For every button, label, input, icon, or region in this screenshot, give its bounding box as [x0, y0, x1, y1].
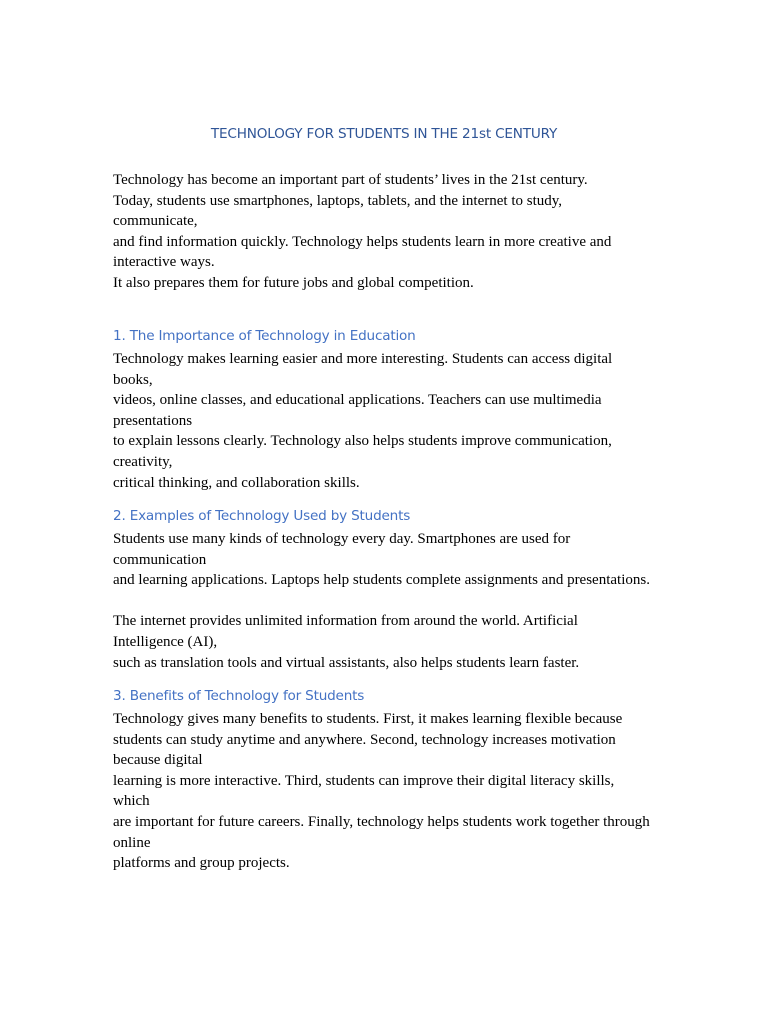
section-heading-importance: 1. The Importance of Technology in Education [113, 328, 416, 344]
paragraph-line: presentations [113, 412, 193, 429]
paragraph-line: Intelligence (AI), [113, 633, 218, 650]
section-paragraph-examples [113, 529, 673, 673]
intro-line: interactive ways. [113, 254, 215, 271]
paragraph-line: to explain lessons clearly. Technology also helps students improve communication, [113, 433, 612, 450]
intro-line: and find information quickly. Technology helps students learn in more creative and [113, 233, 612, 250]
paragraph-line: students can study anytime and anywhere. Second, technology increases motivation [113, 731, 616, 748]
section-heading-examples: 2. Examples of Technology Used by Students [113, 508, 411, 524]
paragraph-line: Students use many kinds of technology every day. Smartphones are used for [113, 531, 571, 547]
section-paragraph-benefits [113, 709, 673, 874]
section-heading-benefits: 3. Benefits of Technology for Students [113, 688, 365, 704]
intro-line: Today, students use smartphones, laptops, tablets, and the internet to study, [113, 192, 563, 209]
intro-line: communicate, [113, 213, 198, 230]
paragraph-line: learning is more interactive. Third, students can improve their digital literacy skills, [113, 772, 615, 789]
section-paragraph-importance [113, 349, 673, 493]
paragraph-line: which [113, 793, 150, 810]
paragraph-line: critical thinking, and collaboration skills. [113, 474, 360, 491]
paragraph-line [113, 591, 673, 612]
paragraph-line: online [113, 834, 151, 851]
intro-line: It also prepares them for future jobs and global competition. [113, 274, 474, 291]
paragraph-line: The internet provides unlimited information from around the world. Artificial [113, 613, 578, 630]
paragraph-line: books, [113, 371, 153, 388]
paragraph-line: Technology gives many benefits to students. First, it makes learning flexible because [113, 711, 623, 727]
paragraph-line: creativity, [113, 453, 173, 470]
intro-line: Technology has become an important part of students’ lives in the 21st century. [113, 172, 588, 188]
paragraph-line: communication [113, 551, 207, 568]
document-title: TECHNOLOGY FOR STUDENTS IN THE 21st CENTURY [210, 126, 558, 142]
paragraph-line: because digital [113, 752, 203, 769]
paragraph-line: Technology makes learning easier and more interesting. Students can access digital [113, 351, 613, 367]
paragraph-line: and learning applications. Laptops help students complete assignments and presentations. [113, 572, 650, 589]
paragraph-line: are important for future careers. Finally, technology helps students work together through [113, 813, 650, 830]
intro-paragraph [113, 170, 673, 294]
paragraph-line: platforms and group projects. [113, 855, 290, 872]
paragraph-line: videos, online classes, and educational applications. Teachers can use multimedia [113, 392, 602, 409]
paragraph-line: such as translation tools and virtual assistants, also helps students learn faster. [113, 654, 580, 671]
